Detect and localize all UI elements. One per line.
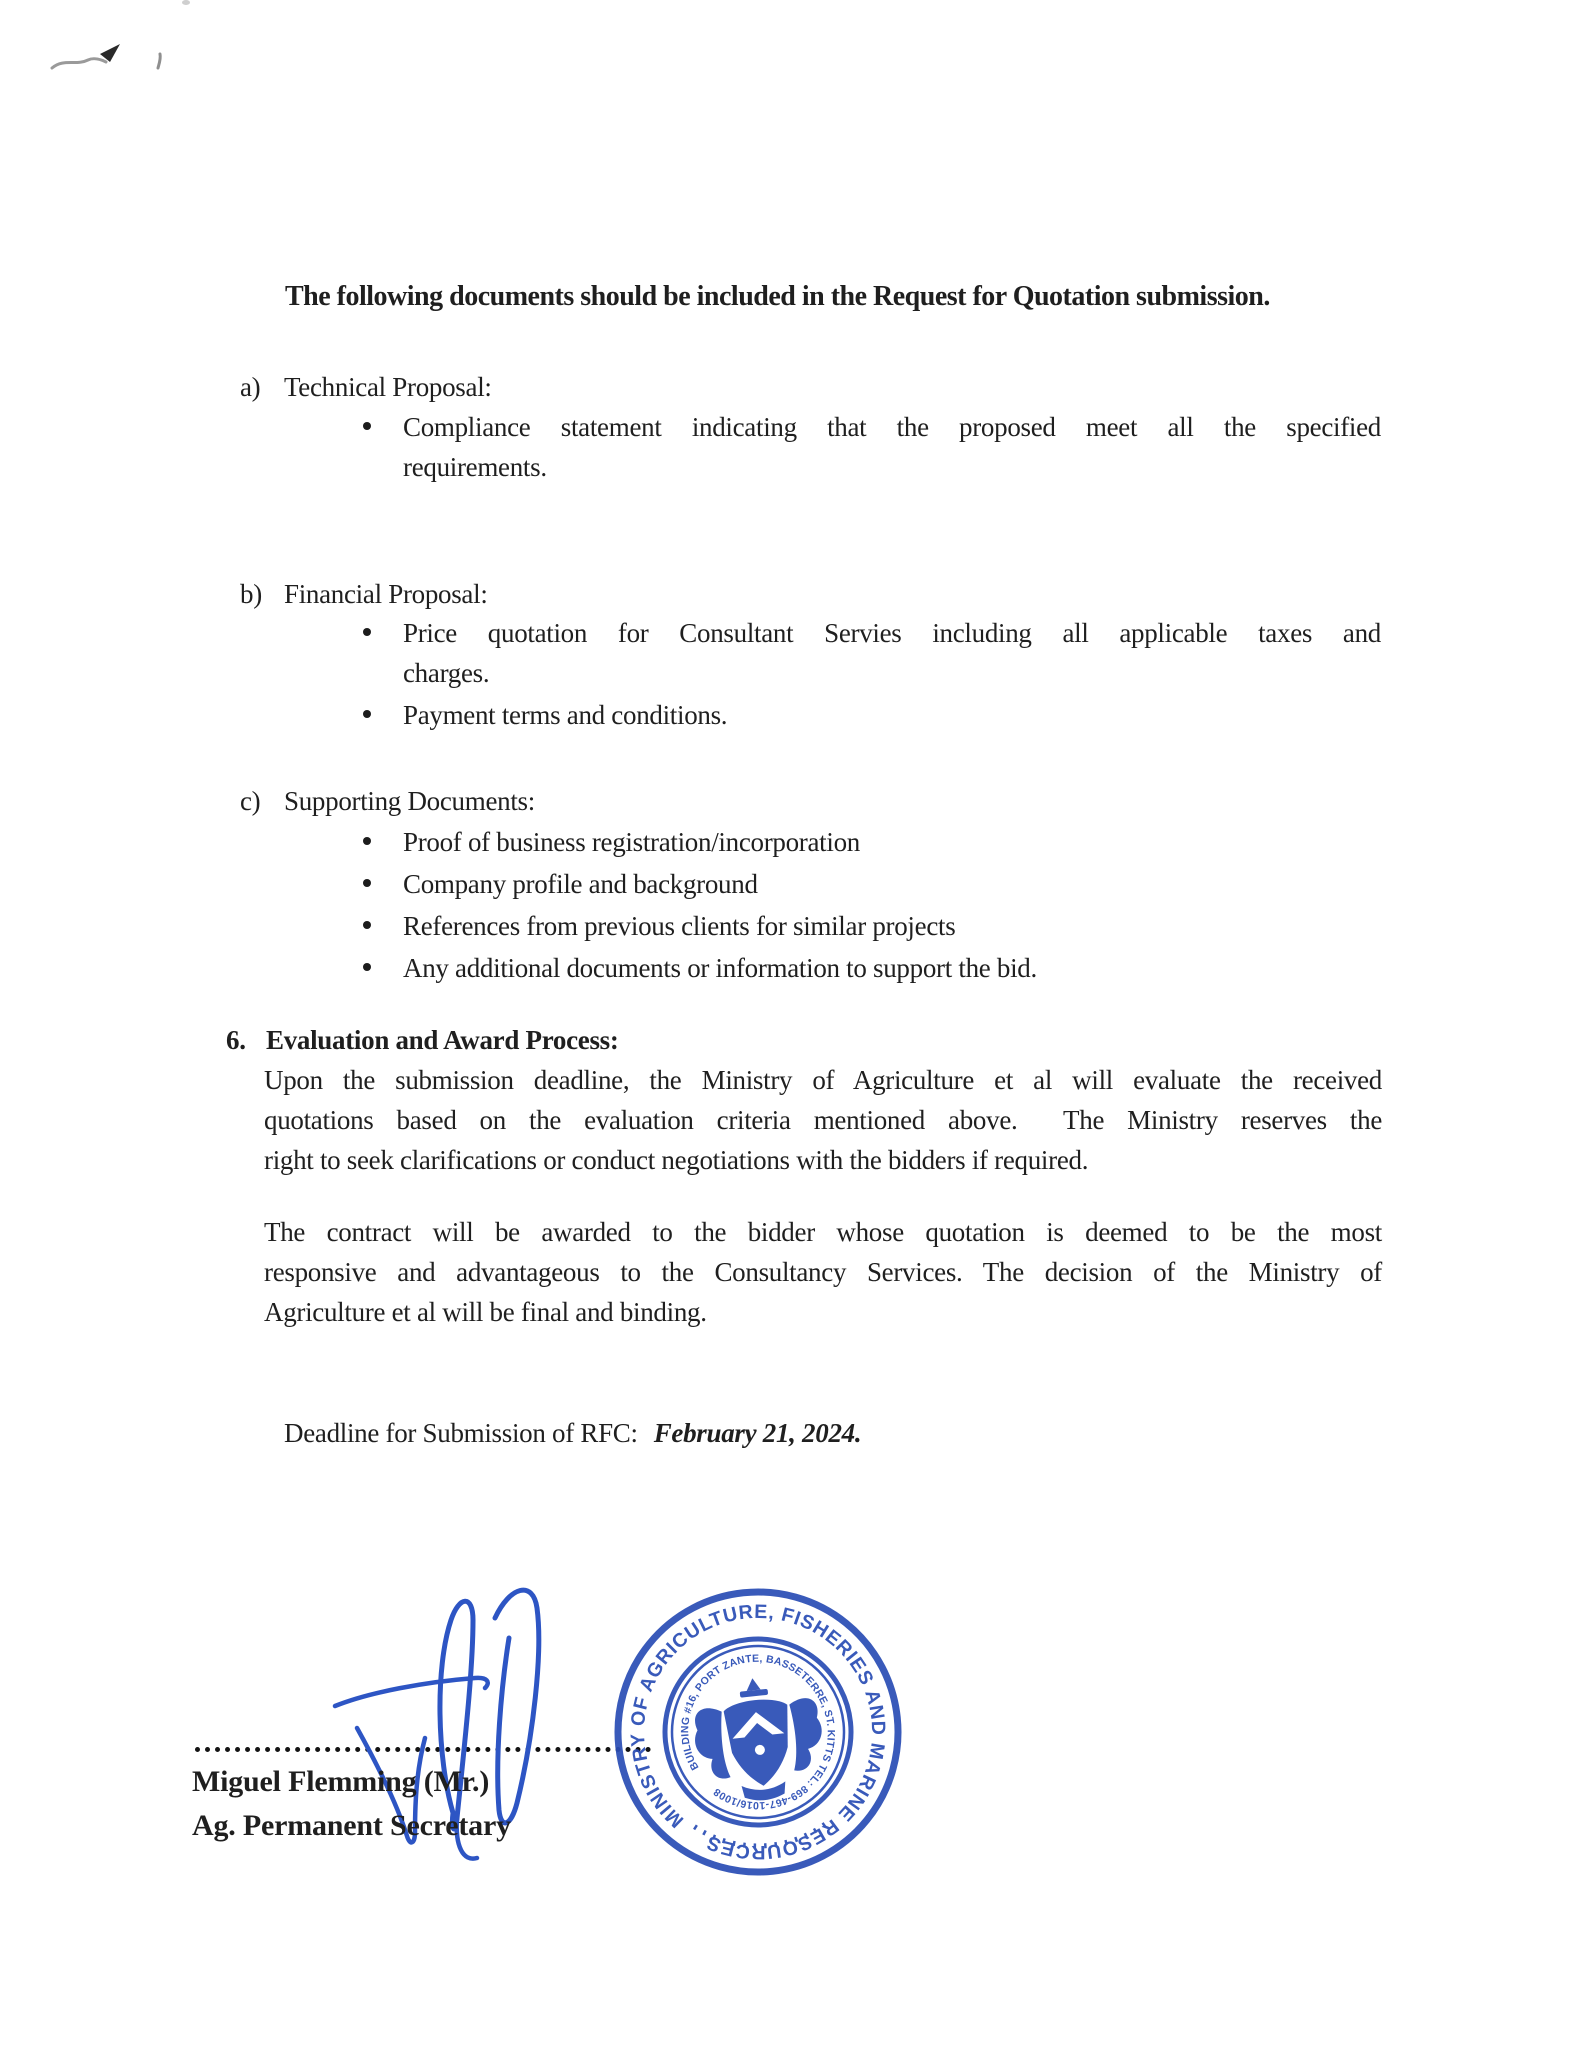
bullet-item (363, 948, 1381, 988)
paragraph-line: right to seek clarifications or conduct negotiations with the bidders if required. (264, 1145, 1089, 1175)
list-heading-supporting-documents: Supporting Documents: (284, 786, 535, 816)
bullet-text (403, 822, 1381, 862)
bullet-text-line: References from previous clients for similar projects (403, 911, 956, 941)
bullet-icon (363, 837, 371, 845)
section-heading-evaluation-award: Evaluation and Award Process: (266, 1025, 619, 1055)
deadline-label: Deadline for Submission of RFC: (284, 1418, 638, 1448)
bullet-item (363, 407, 1381, 487)
stamp-inner-text: BUILDING #16, PORT ZANTE, BASSETERRE, ST. KITTS TEL: 869-467-1016/1008 (679, 1652, 837, 1812)
paragraph-line: Upon the submission deadline, the Ministry of Agriculture et al will evaluate the received (264, 1065, 1382, 1095)
section-number: 6. (226, 1025, 246, 1055)
bullet-text (403, 613, 1381, 693)
bullet-text-line: Company profile and background (403, 869, 758, 899)
signatory-title: Ag. Permanent Secretary (192, 1809, 511, 1842)
signature-stroke (495, 1590, 539, 1823)
bullet-text (403, 695, 1381, 735)
bullet-item (363, 906, 1381, 946)
signature-stroke (335, 1678, 488, 1706)
signatory-name: Miguel Flemming (Mr.) (192, 1765, 490, 1798)
list-label-a: a) (240, 372, 261, 402)
bullet-icon (363, 963, 371, 971)
stamp-outer-text: MINISTRY OF AGRICULTURE, FISHERIES AND MARINE RESOURCES (626, 1600, 890, 1864)
scan-artifact-arrow (98, 38, 126, 64)
ministry-stamp (608, 1582, 908, 1882)
scan-artifact-dot (182, 0, 190, 5)
bullet-text (403, 864, 1381, 904)
bullet-item (363, 822, 1381, 862)
document-title: The following documents should be included in the Request for Quotation submission. (285, 281, 1270, 312)
paragraph-line: quotations based on the evaluation criteria mentioned above. The Ministry reserves the (264, 1105, 1382, 1135)
bullet-text-line: Price quotation for Consultant Servies including all applicable taxes and (403, 618, 1381, 648)
section-paragraph (264, 1212, 1382, 1332)
bullet-icon (363, 710, 371, 718)
bullet-icon (363, 921, 371, 929)
bullet-text (403, 906, 1381, 946)
paragraph-line: Agriculture et al will be final and binding. (264, 1297, 707, 1327)
paragraph-line: The contract will be awarded to the bidder whose quotation is deemed to be the most (264, 1217, 1382, 1247)
list-label-c: c) (240, 786, 261, 816)
list-heading-technical-proposal: Technical Proposal: (284, 372, 492, 402)
bullet-item (363, 613, 1381, 693)
bullet-text (403, 407, 1381, 487)
list-heading-financial-proposal: Financial Proposal: (284, 579, 488, 609)
bullet-icon (363, 879, 371, 887)
bullet-text-line: Proof of business registration/incorporation (403, 827, 860, 857)
bullet-text-line: charges. (403, 658, 490, 688)
bullet-text-line: Compliance statement indicating that the proposed meet all the specified (403, 412, 1381, 442)
list-label-b: b) (240, 579, 262, 609)
bullet-text-line: Payment terms and conditions. (403, 700, 728, 730)
bullet-item (363, 864, 1381, 904)
bullet-text-line: Any additional documents or information to support the bid. (403, 953, 1037, 983)
bullet-text (403, 948, 1381, 988)
deadline-row (284, 1413, 861, 1453)
deadline-value: February 21, 2024. (653, 1418, 862, 1448)
bullet-item (363, 695, 1381, 735)
bullet-text-line: requirements. (403, 452, 547, 482)
paragraph-line: responsive and advantageous to the Consultancy Services. The decision of the Ministry of (264, 1257, 1382, 1287)
section-paragraph (264, 1060, 1382, 1180)
bullet-icon (363, 628, 371, 636)
bullet-icon (363, 422, 371, 430)
